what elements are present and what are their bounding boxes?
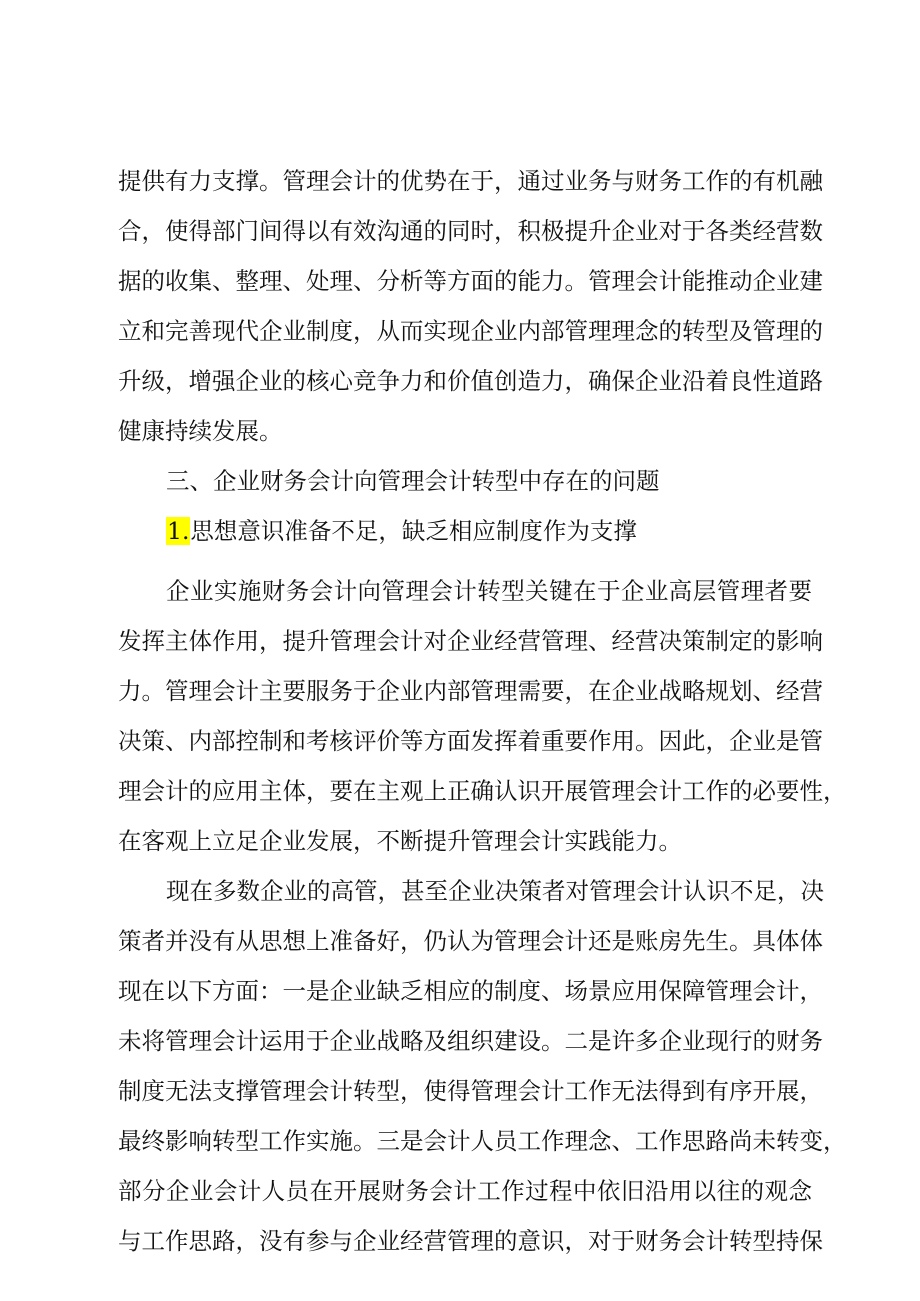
- paragraph-2-line: 企业实施财务会计向管理会计转型关键在于企业高层管理者要: [166, 577, 812, 605]
- paragraph-1-line: 立和完善现代企业制度，从而实现企业内部管理理念的转型及管理的: [118, 317, 823, 345]
- paragraph-1-line: 提供有力支撑。管理会计的优势在于，通过业务与财务工作的有机融: [118, 167, 823, 195]
- paragraph-3-line: 现在多数企业的高管，甚至企业决策者对管理会计认识不足，决: [166, 877, 824, 905]
- subheading: [166, 516, 812, 546]
- paragraph-3-line: 策者并没有从思想上准备好，仍认为管理会计还是账房先生。具体体: [118, 927, 823, 955]
- paragraph-3-line: 现在以下方面：一是企业缺乏相应的制度、场景应用保障管理会计，: [118, 977, 823, 1005]
- paragraph-3-line: 部分企业会计人员在开展财务会计工作过程中依旧沿用以往的观念: [118, 1177, 812, 1205]
- paragraph-1-line: 健康持续发展。: [118, 417, 283, 445]
- paragraph-3-line: 与工作思路，没有参与企业经营管理的意识，对于财务会计转型持保: [118, 1227, 823, 1255]
- paragraph-2-line: 理会计的应用主体，要在主观上正确认识开展管理会计工作的必要性，: [118, 777, 847, 805]
- paragraph-1-line: 合，使得部门间得以有效沟通的同时，积极提升企业对于各类经营数: [118, 217, 823, 245]
- paragraph-1-line: 据的收集、整理、处理、分析等方面的能力。管理会计能推动企业建: [118, 267, 823, 295]
- subheading-text: 思想意识准备不足，缺乏相应制度作为支撑: [190, 517, 637, 545]
- paragraph-2-line: 在客观上立足企业发展，不断提升管理会计实践能力。: [118, 827, 682, 855]
- paragraph-3-line: 未将管理会计运用于企业战略及组织建设。二是许多企业现行的财务: [118, 1027, 823, 1055]
- paragraph-3-line: 制度无法支撑管理会计转型，使得管理会计工作无法得到有序开展，: [118, 1077, 823, 1105]
- subheading-number: 1.: [167, 517, 190, 545]
- paragraph-1-line: 升级，增强企业的核心竞争力和价值创造力，确保企业沿着良性道路: [118, 367, 823, 395]
- section-heading: 三、企业财务会计向管理会计转型中存在的问题: [166, 467, 660, 495]
- paragraph-2-line: 力。管理会计主要服务于企业内部管理需要，在企业战略规划、经营: [118, 677, 823, 705]
- paragraph-3-line: 最终影响转型工作实施。三是会计人员工作理念、工作思路尚未转变，: [118, 1127, 847, 1155]
- paragraph-2-line: 发挥主体作用，提升管理会计对企业经营管理、经营决策制定的影响: [118, 627, 823, 655]
- paragraph-2-line: 决策、内部控制和考核评价等方面发挥着重要作用。因此，企业是管: [118, 727, 823, 755]
